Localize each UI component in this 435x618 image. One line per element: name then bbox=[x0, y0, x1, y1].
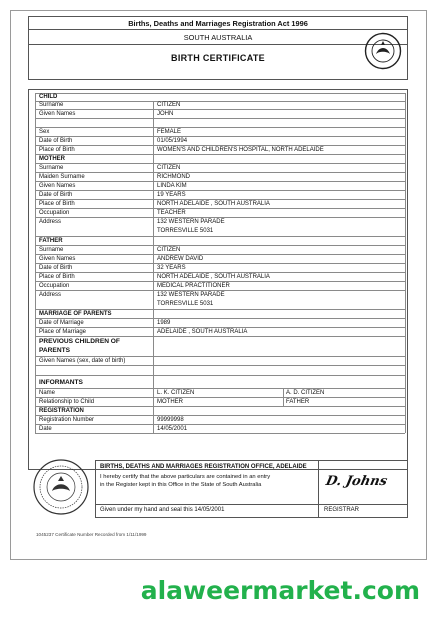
registrar-divider bbox=[318, 461, 319, 517]
section-previous-children-line2: PARENTS bbox=[39, 347, 71, 354]
field-mother-place-of-birth: Place of Birth NORTH ADELAIDE , SOUTH AUSTRALIA bbox=[39, 201, 270, 207]
certification-text-line2: in the Register kept in this Office in the State of South Australia bbox=[100, 482, 262, 488]
office-name: BIRTHS, DEATHS AND MARRIAGES REGISTRATION OFFICE, ADELAIDE bbox=[100, 464, 307, 470]
registrar-signature: D. Johns bbox=[324, 474, 389, 489]
section-mother: MOTHER bbox=[39, 156, 65, 162]
field-mother-maiden-surname: Maiden Surname RICHMOND bbox=[39, 174, 190, 180]
field-marriage-date: Date of Marriage 1989 bbox=[39, 320, 171, 326]
row-divider bbox=[35, 118, 405, 119]
section-informants: INFORMANTS bbox=[39, 379, 83, 386]
state-name: SOUTH AUSTRALIA bbox=[183, 33, 253, 42]
field-father-given-names: Given Names ANDREW DAVID bbox=[39, 256, 204, 262]
record-table bbox=[28, 89, 408, 470]
row-divider bbox=[35, 375, 405, 376]
column-divider bbox=[153, 101, 154, 433]
field-father-address: Address 132 WESTERN PARADE bbox=[39, 292, 225, 298]
office-seal-icon bbox=[32, 458, 90, 516]
certificate-header bbox=[28, 16, 408, 80]
field-mother-surname: Surname CITIZEN bbox=[39, 165, 181, 171]
certificate-footnote: 1045237 Certificate Number Recorded from 1/11/1999 bbox=[36, 532, 147, 537]
certificate-title: BIRTH CERTIFICATE bbox=[171, 53, 265, 63]
field-informant-relationship: Relationship to Child MOTHER FATHER bbox=[39, 399, 310, 405]
section-child: CHILD bbox=[39, 94, 58, 100]
certification-text: I hereby certify that the above particulars are contained in an entry bbox=[100, 474, 271, 480]
row-divider bbox=[35, 365, 405, 366]
field-child-date-of-birth: Date of Birth 01/05/1994 bbox=[39, 138, 188, 144]
field-father-date-of-birth: Date of Birth 32 YEARS bbox=[39, 265, 186, 271]
field-mother-given-names: Given Names LINDA KIM bbox=[39, 183, 187, 189]
field-father-place-of-birth: Place of Birth NORTH ADELAIDE , SOUTH AUSTRALIA bbox=[39, 274, 270, 280]
field-mother-address: Address 132 WESTERN PARADE bbox=[39, 219, 225, 225]
field-previous-given-names: Given Names (sex, date of birth) bbox=[39, 358, 126, 364]
registrar-label: REGISTRAR bbox=[324, 507, 360, 513]
column-divider bbox=[405, 93, 406, 433]
field-father-occupation: Occupation MEDICAL PRACTITIONER bbox=[39, 283, 230, 289]
field-marriage-place: Place of Marriage ADELAIDE , SOUTH AUSTRALIA bbox=[39, 329, 248, 335]
field-informant-name: Name L. K. CITIZEN A. D. CITIZEN bbox=[39, 390, 325, 396]
state-emblem-icon bbox=[364, 32, 402, 70]
field-child-surname: Surname CITIZEN bbox=[39, 102, 181, 108]
certification-box bbox=[95, 460, 408, 518]
given-under-hand-text: Given under my hand and seal this 14/05/2001 bbox=[100, 507, 225, 513]
row-divider bbox=[35, 336, 405, 337]
column-divider bbox=[283, 388, 284, 406]
field-mother-address-line2: TORRESVILLE 5031 bbox=[157, 228, 214, 234]
field-child-sex: Sex FEMALE bbox=[39, 129, 182, 135]
field-child-given-names: Given Names JOHN bbox=[39, 111, 174, 117]
header-divider bbox=[29, 44, 407, 45]
field-mother-occupation: Occupation TEACHER bbox=[39, 210, 186, 216]
registration-office-block bbox=[28, 460, 406, 540]
section-marriage: MARRIAGE OF PARENTS bbox=[39, 311, 112, 317]
section-registration: REGISTRATION bbox=[39, 408, 84, 414]
field-child-place-of-birth: Place of Birth WOMEN'S AND CHILDREN'S HOSPITAL, NORTH ADELAIDE bbox=[39, 147, 324, 153]
watermark: alaweermarket.com bbox=[140, 576, 420, 605]
column-divider bbox=[35, 93, 36, 433]
field-father-surname: Surname CITIZEN bbox=[39, 247, 181, 253]
field-mother-date-of-birth: Date of Birth 19 YEARS bbox=[39, 192, 186, 198]
signature-divider bbox=[96, 504, 407, 505]
section-father: FATHER bbox=[39, 238, 63, 244]
act-title: Births, Deaths and Marriages Registration Act 1996 bbox=[128, 19, 308, 28]
header-divider bbox=[29, 29, 407, 30]
section-previous-children: PREVIOUS CHILDREN OF bbox=[39, 338, 120, 345]
field-registration-date: Date 14/05/2001 bbox=[39, 426, 188, 432]
field-registration-number: Registration Number 99999998 bbox=[39, 417, 184, 423]
field-father-address-line2: TORRESVILLE 5031 bbox=[157, 301, 214, 307]
row-divider bbox=[35, 433, 405, 434]
